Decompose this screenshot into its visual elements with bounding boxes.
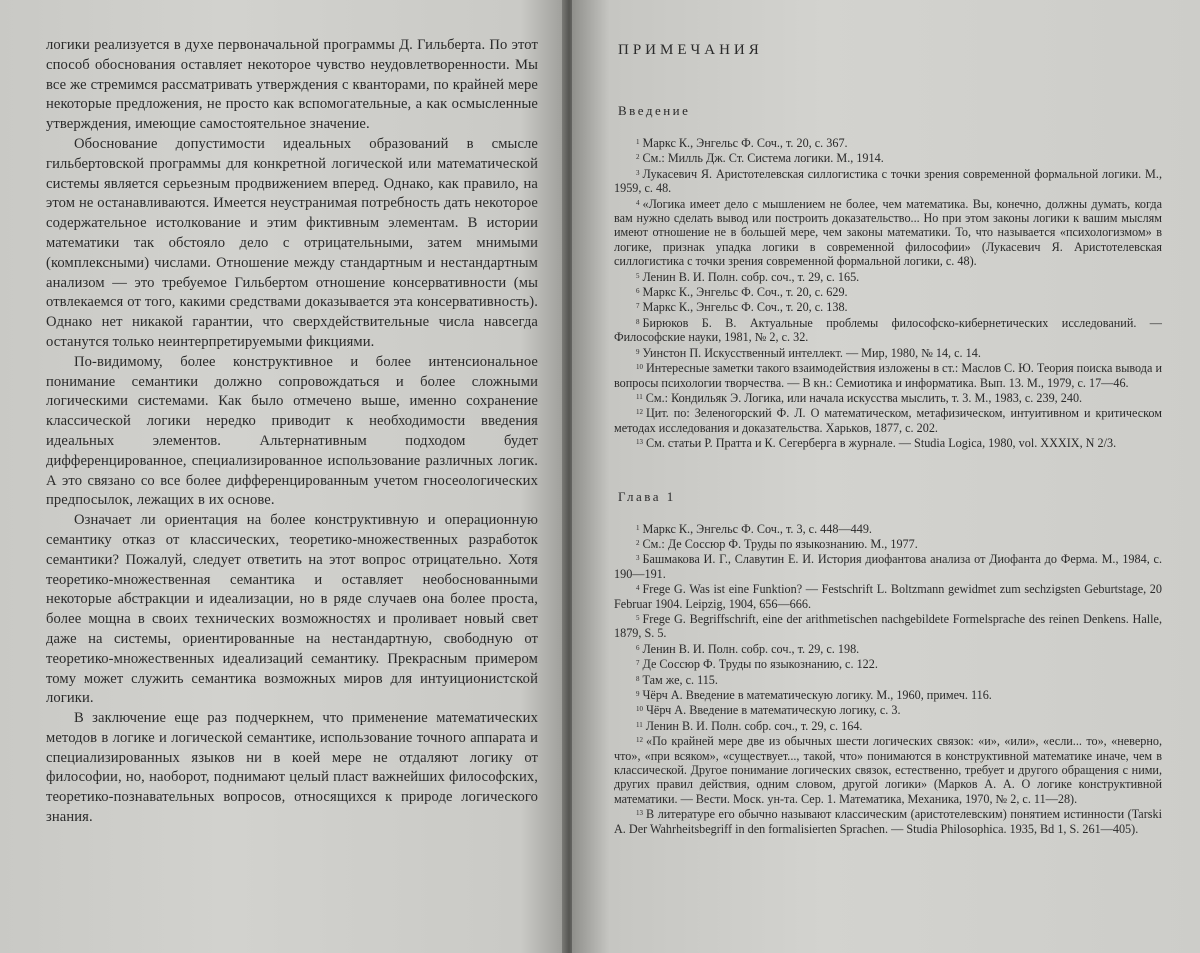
note: $^{13}$ См. статьи Р. Пратта и К. Сегерберга в журнале. — Studia Logica, 1980, vol. XXXIX, N 2/3. <box>636 436 1117 451</box>
paragraph: В заключение еще раз подчеркнем, что применение математических методов в логике и логической семантике, использование точного аппарата и специализированных языков ни в коей мере не отдаляют логику от философии, но, наоборот, поднимают целый пласт важнейших философских, теоретико-познавательных вопросов, относящихся к природе логического знания. <box>46 710 538 826</box>
paragraph: По-видимому, более конструктивное и более интенсиональное понимание семантики должно сопровождаться и более сложными логическими системами. Как было отмечено выше, именно сохранение классической логики нередко приводит к необходимости введения идеальных элементов. Альтернативным подходом будет дифференцированное, специализированное использование различных логик. А это связано со все более дифференцированным учетом гносеологических предпосылок, лежащих в их основе. <box>46 353 538 509</box>
notes-list-chapter-1 <box>614 521 1162 837</box>
note: $^8$ Бирюков Б. В. Актуальные проблемы философско-кибернетических исследований. — Философские науки, 1981, № 2, с. 32. <box>614 315 1162 345</box>
notes-list-introduction <box>614 135 1162 451</box>
note: $^4$ «Логика имеет дело с мышлением не более, чем математика. Вы, конечно, должны думать, когда вам нужно сделать вывод или построить доказательство... Но при этом законы логики к вашим мыслям имеют отношение не в большей мере, чем законы математики. То, что называется «психологизмом» в логике, признак упадка логики в современной философии» (Лукасевич Я. Аристотелевская силлогистика с точки зрения современной формальной логики, с. 48). <box>614 196 1162 269</box>
paragraph: Означает ли ориентация на более конструктивную и операционную семантику отказ от классических, теоретико-множественных разработок семантики? Пожалуй, следует ответить на этот вопрос отрицательно. Хотя теоретико-множественная семантика и оставляет необоснованными некоторые абстракции и идеализации, но в ряде случаев она более проста, более мощна в своих технических возможностях и проливает новый свет даже на системы, ориентированные на нестандартную, свободную от теоретико-множественных идеализаций семантику. Прекрасным примером тому может служить семантика возможных миров для интуиционистской логики. <box>46 512 538 707</box>
note: $^6$ Маркс К., Энгельс Ф. Соч., т. 20, с. 629. <box>636 285 848 300</box>
note: $^{10}$ Чёрч А. Введение в математическую логику, с. 3. <box>636 703 901 718</box>
notes-title: ПРИМЕЧАНИЯ <box>618 42 763 58</box>
note: $^{11}$ См.: Кондильяк Э. Логика, или начала искусства мыслить, т. 3. М., 1983, с. 239, 240. <box>636 390 1083 405</box>
note: $^5$ Ленин В. И. Полн. собр. соч., т. 29, с. 165. <box>636 269 860 284</box>
note: $^2$ См.: Де Соссюр Ф. Труды по языкознанию. М., 1977. <box>636 536 918 551</box>
note: $^1$ Маркс К., Энгельс Ф. Соч., т. 20, с. 367. <box>636 136 848 150</box>
paragraph: логики реализуется в духе первоначальной программы Д. Гильберта. По этот способ обоснования оставляет некоторое чувство неудовлетворенности. Мы все же стремимся рассматривать утверждения с кванторами, по крайней мере некоторые предложения, не просто как вспомогательные, а как осмысленные утверждения, имеющие самостоятельное значение. <box>46 37 538 133</box>
right-page <box>572 0 1200 953</box>
note: $^7$ Де Соссюр Ф. Труды по языкознанию, с. 122. <box>636 657 878 672</box>
note: $^{11}$ Ленин В. И. Полн. собр. соч., т. 29, с. 164. <box>636 718 863 733</box>
note: $^9$ Уинстон П. Искусственный интеллект. — Мир, 1980, № 14, с. 14. <box>636 345 981 360</box>
note: $^5$ Frege G. Begriffschrift, eine der arithmetischen nachgebildete Formelsprache des reinen Denkens. Halle, 1879, S. 5. <box>614 611 1162 641</box>
note: $^4$ Frege G. Was ist eine Funktion? — Festschrift L. Boltzmann gewidmet zum sechzigsten Geburtstage, 20 Februar 1904. Leipzig, 1904, 656—666. <box>614 582 1162 611</box>
note: $^6$ Ленин В. И. Полн. собр. соч., т. 29, с. 198. <box>636 641 860 656</box>
note: $^1$ Маркс К., Энгельс Ф. Соч., т. 3, с. 448—449. <box>636 521 872 536</box>
left-page <box>0 0 566 953</box>
note: $^3$ Лукасевич Я. Аристотелевская силлогистика с точки зрения современной формальной логики. М., 1959, с. 48. <box>614 166 1162 196</box>
note: $^{13}$ В литературе его обычно называют классическим (аристотелевским) понятием истинности (Tarski A. Der Wahrheitsbegriff in den formalisierten Sprachen. — Studia Philosophica. 1935, Bd 1, S. 261—405). <box>614 807 1162 836</box>
note: $^8$ Там же, с. 115. <box>636 672 718 687</box>
left-page-body <box>46 36 538 828</box>
note: $^{10}$ Интересные заметки такого взаимодействия изложены в ст.: Маслов С. Ю. Теория поиска вывода и вопросы психологии творчества. — В кн.: Семиотика и информатика. Вып. 13. М., 1979, с. 17—46. <box>614 361 1162 390</box>
note: $^7$ Маркс К., Энгельс Ф. Соч., т. 20, с. 138. <box>636 300 848 315</box>
note: $^2$ См.: Милль Дж. Ст. Система логики. М., 1914. <box>636 151 884 166</box>
section-heading-introduction: Введение <box>618 103 691 118</box>
note: $^{12}$ «По крайней мере две из обычных шести логических связок: «и», «или», «если... то», «неверно, что», «при всяком», «существует..., такой, что» понимаются в конструктивной математике иначе, чем в классической. Другое понимание логических связок, естественно, требует и другого обращения с ними, других правил действия, одним словом, другой логики» (Марков А. А. О логике конструктивной математики. — Вести. Моск. ун-та. Сер. 1. Математика, Механика, 1970, № 2, с. 11—28). <box>614 734 1162 806</box>
paragraph: Обоснование допустимости идеальных образований в смысле гильбертовской программы для конкретной логической или математической системы является серьезным продвижением вперед. Однако, как правило, на этом не останавливаются. Имеется неустранимая потребность дать некоторое содержательное истолкование и этим фиктивным элементам. В истории математики так обстояло дело с отрицательными, затем мнимыми (комплексными) числами. Отношение между стандартным и нестандартным анализом — это требуемое Гильбертом отношение консервативности (мы отвлекаемся от того, какими средствами доказывается эта консервативность). Однако нет никакой гарантии, что сверхдействительные числа навсегда останутся только неинтерпретируемыми фикциями. <box>46 135 538 350</box>
note: $^9$ Чёрч А. Введение в математическую логику. М., 1960, примеч. 116. <box>636 688 992 702</box>
note: $^{12}$ Цит. по: Зеленогорский Ф. Л. О математическом, метафизическом, интуитивном и критическом методах исследования и доказательства. Харьков, 1877, с. 202. <box>614 406 1162 435</box>
section-heading-chapter-1: Глава 1 <box>618 488 676 504</box>
note: $^3$ Башмакова И. Г., Славутин Е. И. История диофантова анализа от Диофанта до Ферма. М., 1984, с. 190—191. <box>614 552 1162 581</box>
